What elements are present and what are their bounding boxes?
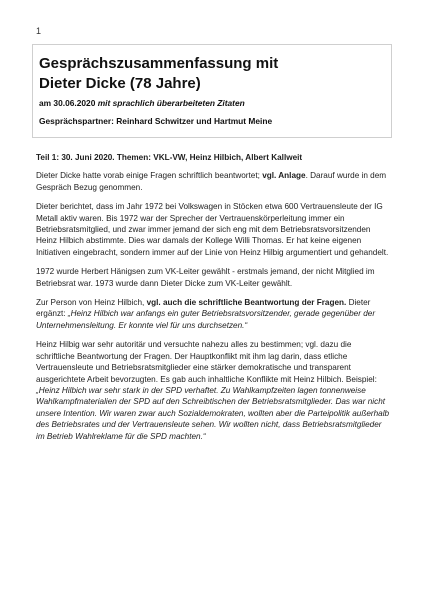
document-title-line-2: Dieter Dicke (78 Jahre): [39, 75, 201, 92]
paragraph-4-mid: Dieter ergänzt:: [36, 298, 371, 319]
document-title-line-1: Gesprächszusammenfassung mit: [39, 55, 279, 72]
paragraph-1-bold: vgl. Anlage: [262, 171, 306, 181]
paragraph-1: [36, 170, 392, 193]
paragraph-5-quote: „Heinz Hilbich war sehr stark in der SPD verhaftet. Zu Wahlkampfzeiten lagen tonnenweise Wahlkampfmaterialien der SPD auf den Schreibtischen der Betriebsratsmitglieder. Das war nicht unsere Intention. Wir waren zwar auch Sozialdemokraten, wollten aber die Parteipolitik außerhalb des Betriebsrates und der Vertrauensleute sehen. Wir wollten nicht, dass Betriebsratsmitglieder im Betrieb Wahlreklame für die SPD machten.“: [36, 385, 390, 441]
paragraph-3: 1972 wurde Herbert Hänigsen zum VK-Leiter gewählt - erstmals jemand, der nicht Mitglied im Betriebsrat war. 1973 wurde dann Dieter Dicke zum VK-Leiter gewählt.: [36, 267, 375, 288]
document-body: [36, 152, 392, 450]
paragraph-4-text: Zur Person von Heinz Hilbich,: [36, 298, 147, 308]
interview-partners: Gesprächspartner: Reinhard Schwitzer und Hartmut Meine: [39, 116, 273, 126]
page-number: 1: [36, 26, 42, 36]
header-box: [32, 44, 392, 138]
section-heading: Teil 1: 30. Juni 2020. Themen: VKL-VW, Heinz Hilbich, Albert Kallweit: [36, 153, 303, 162]
date-suffix: mit sprachlich überarbeiteten Zitaten: [97, 98, 245, 108]
date-line: [39, 98, 391, 108]
date-prefix: am 30.06.2020: [39, 98, 98, 108]
paragraph-4-bold: vgl. auch die schriftliche Beantwortung der Fragen.: [146, 298, 347, 308]
paragraph-5-text: Heinz Hilbig war sehr autoritär und versuchte nahezu alles zu bestimmen; vgl. dazu die schriftliche Beantwortung der Fragen. Der Hauptkonflikt mit ihm lag darin, dass etliche Vertrauensleute und Betriebsratsmitglieder eine stärker demokratische und transparent ausgerichtete Arbeit bevorzugten. Es gab auch inhaltliche Konflikte mit Heinz Hilbich. Beispiel:: [36, 340, 377, 384]
paragraph-4: [36, 297, 392, 331]
paragraph-1-text: Dieter Dicke hatte vorab einige Fragen schriftlich beantwortet;: [36, 171, 263, 181]
paragraph-4-quote: „Heinz Hilbich war anfangs ein guter Betriebsratsvorsitzender, gerade gegenüber der Unternehmensleitung. Er konnte viel für uns durchsetzen.“: [36, 309, 376, 330]
paragraph-5: [36, 339, 392, 442]
paragraph-1-rest: . Darauf wurde in dem Gespräch Bezug genommen.: [36, 171, 387, 192]
paragraph-2: Dieter berichtet, dass im Jahr 1972 bei Volkswagen in Stöcken etwa 600 Vertrauensleute der IG Metall aktiv waren. Bis 1972 war der Sprecher der Vertrauenskörperleitung immer ein Betriebsratsmitglied, und zwar immer jemand der sich eng mit dem Betriebsratsvorsitzenden Heinz Hilbich abstimmte. Dies war damals der Kollege Willi Thomas. Er hat keine eigenen Initiativen eingebracht, sondern immer auf der Linie von Heinz Hilbig argumentiert und gehandelt.: [36, 202, 389, 257]
